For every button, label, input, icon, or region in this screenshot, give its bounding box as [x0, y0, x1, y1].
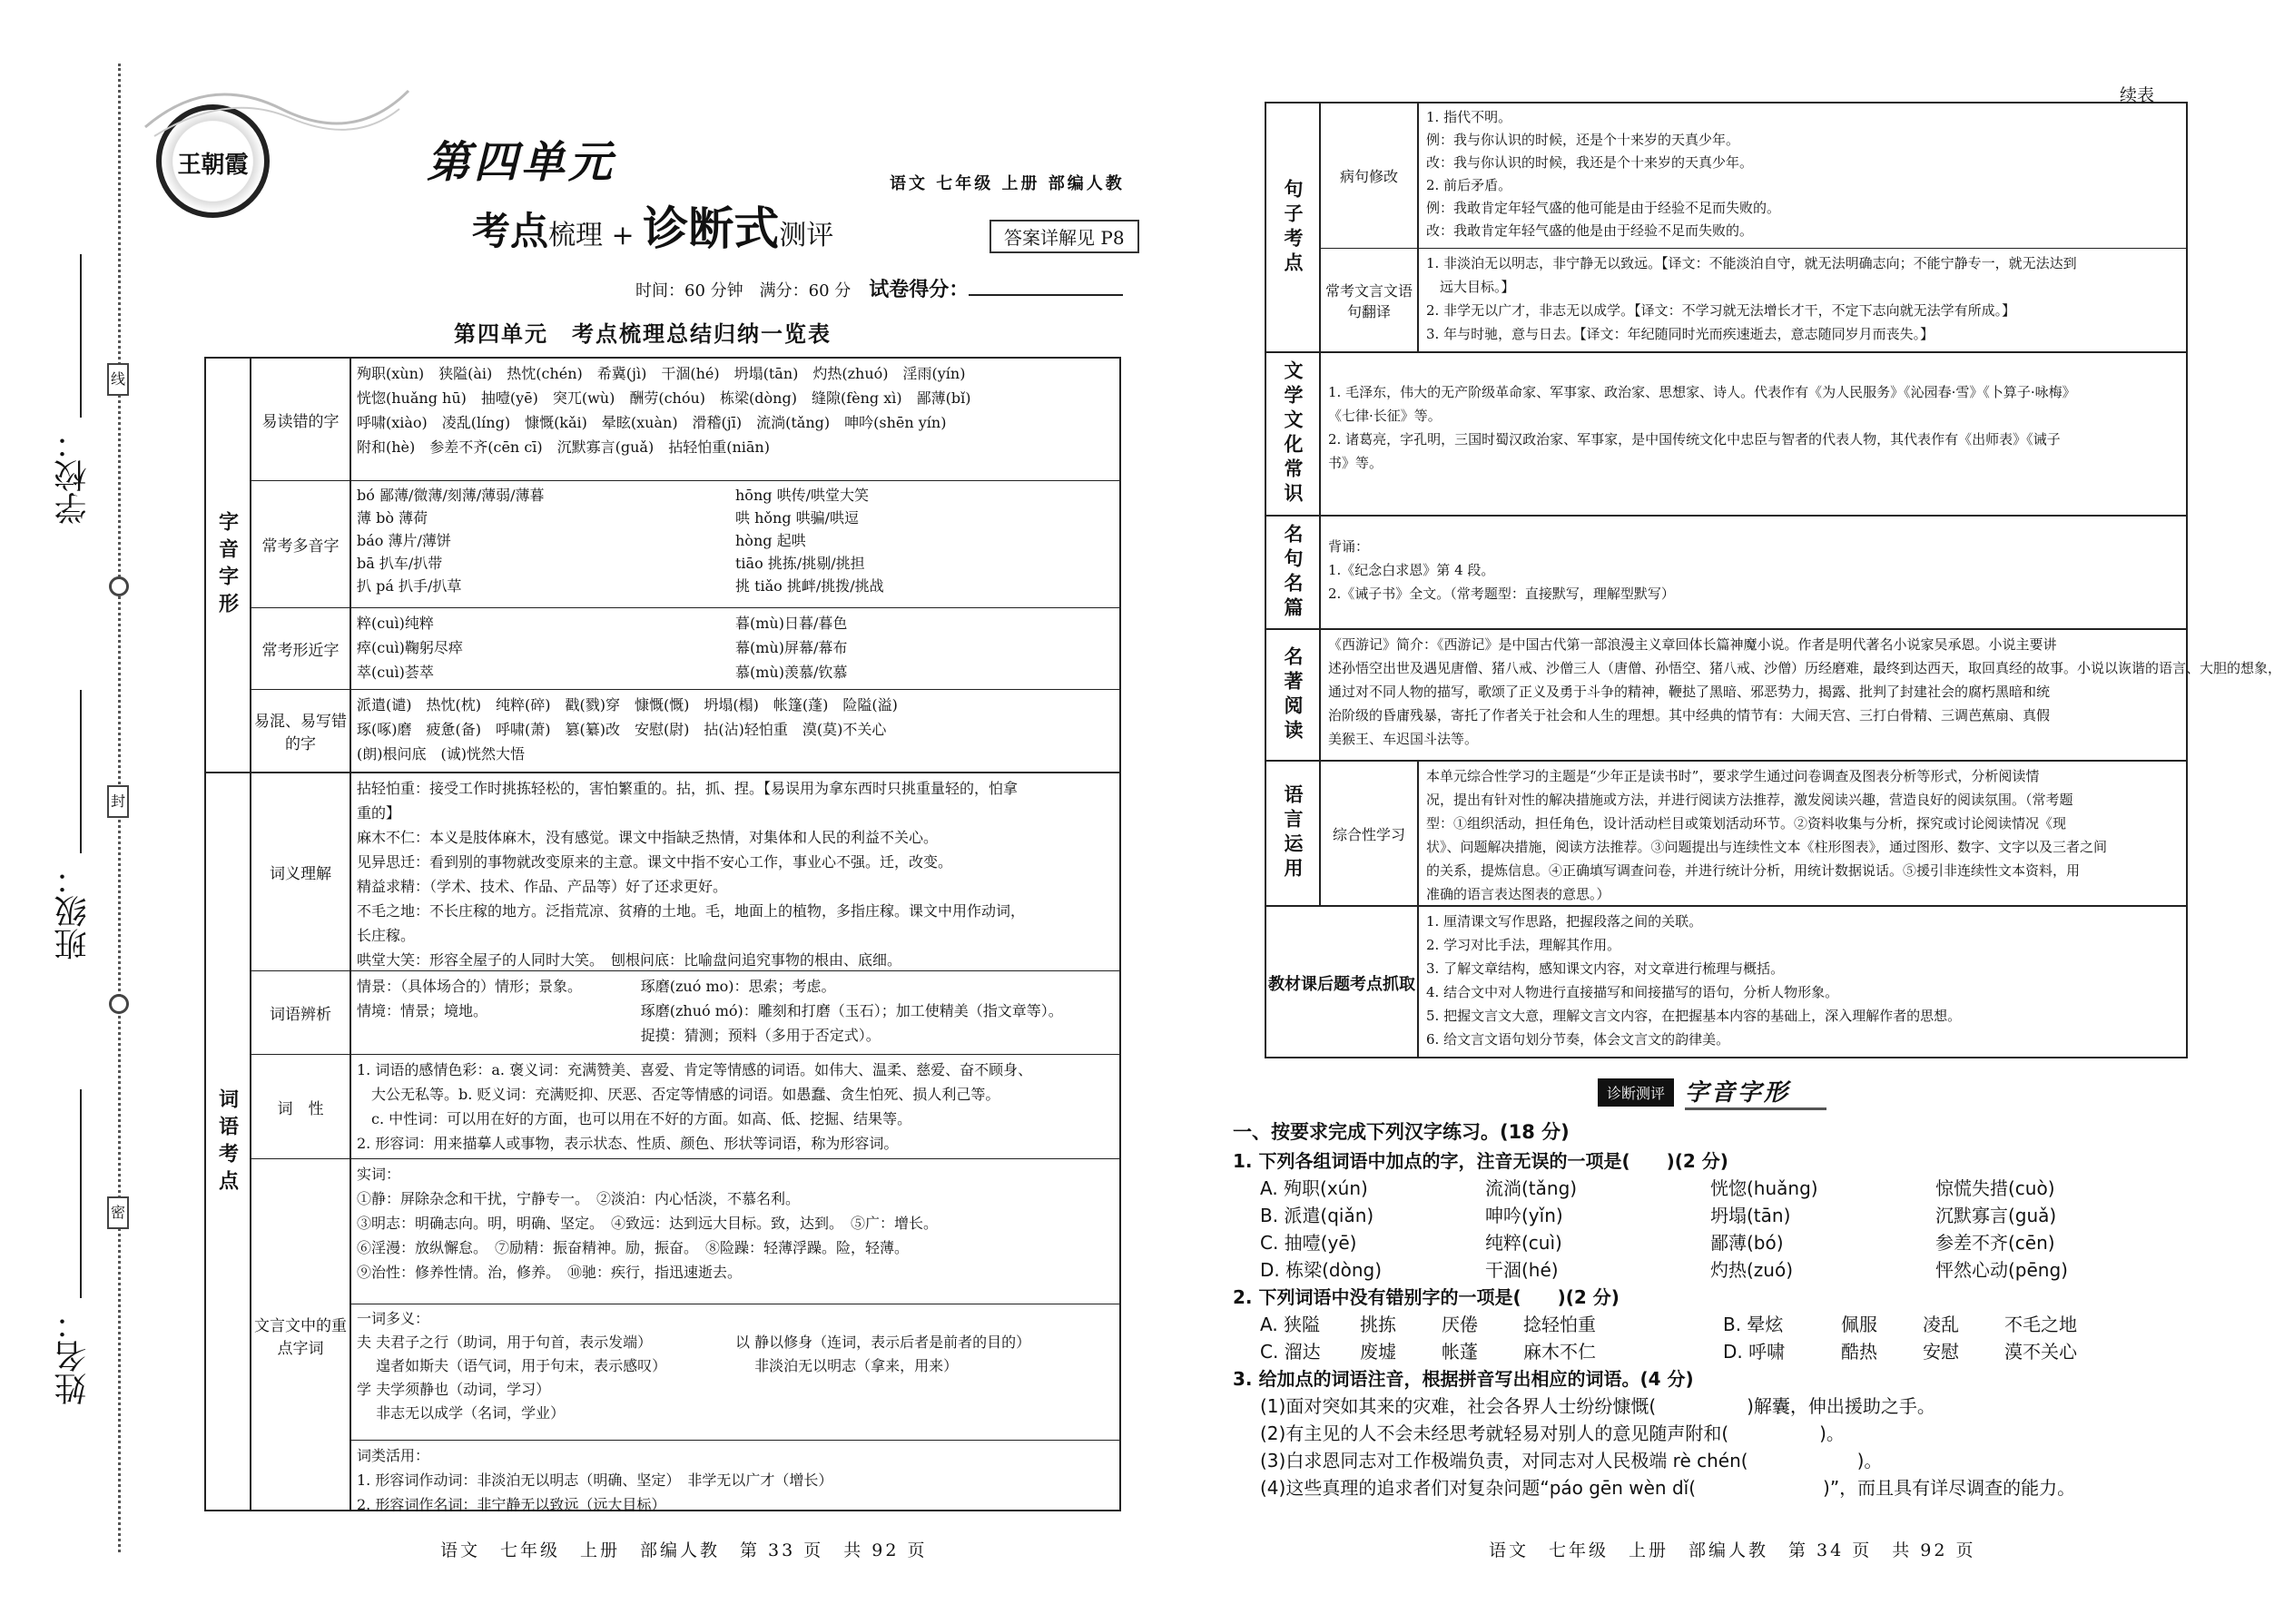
school-field[interactable]: [80, 254, 82, 418]
binding-hole-icon: [109, 576, 129, 596]
category-literature: 文学文化常识: [1266, 353, 1321, 517]
category-sentence: 句子考点: [1266, 103, 1321, 353]
unit-title: 第四单元: [427, 137, 616, 188]
confuse-cell: 派遣(谴) 热忱(枕) 纯粹(碎) 戳(戮)穿 慷慨(慨) 坍塌(榻) 帐篷(蓬) 险隘(溢) 琢(啄)磨 疲惫(备) 呼啸(萧) 篡(纂)改 安慰(尉) 拈(沾)轻怕重 漠(莫)不关心 (朗)根问底 (诚)恍然大悟: [351, 690, 1119, 773]
diagnosis-label: 诊断测评: [1598, 1078, 1674, 1107]
quotes-cell: 背诵： 1.《纪念白求恩》第 4 段。 2.《诫子书》全文。（常考题型：直接默写，理解型默写）: [1321, 517, 2186, 630]
category-quotes: 名句名篇: [1266, 517, 1321, 630]
category-language: 语言运用: [1266, 762, 1321, 907]
brand-logo: 王朝霞: [156, 104, 270, 218]
row-label: 常考多音字: [251, 481, 351, 608]
category-ci-yu-kao-dian: 词语考点: [206, 773, 251, 1511]
row-label: 常考形近字: [251, 608, 351, 690]
option-row[interactable]: B. 派遣(qiǎn) 呻吟(yǐn) 坍塌(tān) 沉默寡言(guǎ): [1260, 1205, 2057, 1226]
ribbon-decoration-icon: [136, 73, 409, 145]
diagnosis-banner: [1598, 1076, 1826, 1108]
binding-hole-icon: [109, 994, 129, 1014]
name-field[interactable]: [80, 1089, 82, 1298]
translate-cell: 1. 非淡泊无以明志，非宁静无以致远。【译文：不能淡泊自守，就无法明确志向；不能宁静专一，就无法达到 远大目标。】 2. 非学无以广才，非志无以成学。【译文：不学习就无法增长才干，不定下志向就无法学有所成。】 3. 年与时驰，意与日去。【译文：年纪随同时光而疾速逝去，意志随同岁月而丧失。】: [1419, 249, 2186, 353]
summary-table-continued: [1265, 102, 2282, 1058]
question-1: 1. 下列各组词语中加点的字，注音无误的一项是( )(2 分): [1233, 1150, 1728, 1172]
option-row[interactable]: A. 殉职(xún) 流淌(tǎng) 恍惚(huǎng) 惊慌失措(cuò): [1260, 1177, 2055, 1199]
school-label: 学校：: [54, 427, 92, 525]
literature-cell: 1. 毛泽东，伟大的无产阶级革命家、军事家、政治家、思想家、诗人。代表作有《为人民服务》《沁园春·雪》《卜算子·咏梅》 《七律·长征》等。 2. 诸葛亮，字孔明，三国时蜀汉政治家、军事家，是中国传统文化中忠臣与智者的代表人物，其代表作有《出师表》《诫子 书》等。: [1321, 353, 2186, 517]
row-label: 教材课后题考点抓取: [1266, 907, 1419, 1058]
row-label: 易混、易写错的字: [251, 690, 351, 773]
part-of-speech-cell: 1. 词语的感情色彩：a. 褒义词：充满赞美、喜爱、肯定等情感的词语。如伟大、温柔、慈爱、奋不顾身、 大公无私等。b. 贬义词：充满贬抑、厌恶、否定等情感的词语。如愚蠢、贪生怕死、损人利己等。 c. 中性词：可以用在好的方面，也可以用在不好的方面。如高、低、挖掘、结果等。 2. 形容词：用来描摹人或事物，表示状态、性质、颜色、形状等词语，称为形容词。: [351, 1055, 1119, 1159]
row-label: 词义理解: [251, 773, 351, 971]
distinguish-cell: 情景：（具体场合的）情形；景象。 情境：情景；境地。 琢磨(zuó mo)：思索；考虑。 琢磨(zhuó mó)：雕刻和打磨（玉石）；加工使精美（指文章等）。 捉摸：猜测；预料（多用于否定式）。: [351, 971, 1119, 1055]
textbook-cell: 1. 厘清课文写作思路，把握段落之间的关联。 2. 学习对比手法，理解其作用。 3. 了解文章结构，感知课文内容，对文章进行梳理与概括。 4. 结合文中对人物进行直接描写和间接描写的语句，分析人物形象。 5. 把握文言文大意，理解文言文内容，在把握基本内容的基础上，深入理解作者的思想。 6. 给文言文语句划分节奏，体会文言文的韵律美。: [1426, 913, 1962, 1048]
classical-duoyi-cell: 一词多义： 夫 夫君子之行（助词，用于句首，表示发端） 遑者如斯夫（语气词，用于句末，表示感叹） 学 夫学须静也（动词，学习） 非志无以成学（名词，学业） 以 静以修身（连词，表示后者是前者的目的） 非淡泊无以明志（拿来，用来）: [351, 1304, 1119, 1441]
name-label: 姓名：: [54, 1307, 92, 1405]
continued-label: 续表: [2120, 85, 2155, 105]
revise-cell: 1. 指代不明。 例：我与你认识的时候，还是个十来岁的天真少年。 改：我与你认识的时候，我还是个十来岁的天真少年。 2. 前后矛盾。 例：我敢肯定年轻气盛的他可能是由于经验不足而失败的。 改：我敢肯定年轻气盛的他是由于经验不足而失败的。: [1419, 103, 2186, 249]
page-footer: 语文 七年级 上册 部编人教 第 34 页 共 92 页: [1489, 1540, 1976, 1560]
row-label: 词 性: [251, 1055, 351, 1159]
option-row[interactable]: C. 抽噎(yē) 纯粹(cuì) 鄙薄(bó) 参差不齐(cēn): [1260, 1232, 2055, 1254]
classical-cilei-cell: 词类活用： 1. 形容词作动词：非淡泊无以明志（明确、坚定） 非学无以广才（增长） 2. 形容词作名词：非宁静无以致远（远大目标）: [357, 1447, 833, 1513]
row-label: 文言文中的重点字词: [251, 1159, 351, 1511]
study-cell: 本单元综合性学习的主题是“少年正是读书时”，要求学生通过问卷调查及图表分析等形式，分析阅读情 况，提出有针对性的解决措施或方法，并进行阅读方法推荐，激发阅读兴趣，营造良好的阅读氛围。（常考题 型：①组织活动，担任角色，设计活动栏目或策划活动环节。②资料收集与分析，探究或讨论阅读情况《现 状》、问题解决措施，阅读方法推荐。③问题提出与连续性文本《柱形图表》，通过图形、数字、文字以及三者之间 的关系，提炼信息。④正确填写调查问卷，并进行统计分析，用统计数据说话。⑤援引非连续性文本资料，用 准确的语言表达图表的意思。）: [1419, 762, 2186, 907]
page-footer: 语文 七年级 上册 部编人教 第 33 页 共 92 页: [440, 1540, 928, 1560]
fill-blank-item[interactable]: (4)这些真理的追求者们对复杂问题“páo gēn wèn dǐ( )”，而且具有详尽调查的能力。: [1260, 1477, 2076, 1499]
easy-read-cell: 殉职(xùn) 狭隘(ài) 热忱(chén) 希冀(jì) 干涸(hé) 坍塌(tān) 灼热(zhuó) 淫雨(yín) 恍惚(huǎng hū) 抽噎(yē) 突兀(wù) 酬劳(chóu) 栋梁(dòng) 缝隙(fèng xì) 鄙薄(bǐ) 呼啸(xiào) 凌乱(líng) 慷慨(kǎi) 晕眩(xuàn) 滑稽(jī) 流淌(tǎng) 呻吟(shēn yín) 附和(hè) 参差不齐(cēn cī) 沉默寡言(guǎ) 拈轻怕重(niān): [351, 359, 1119, 481]
option-row[interactable]: C. 溜达 废墟 帐蓬 麻木不仁 D. 呼啸 酷热 安慰 漠不关心: [1260, 1341, 2077, 1363]
brand-title: 考点梳理 + 诊断式测评: [472, 202, 834, 255]
polyphone-cell: bó 鄙薄/微薄/刻薄/薄弱/薄暮 薄 bò 薄荷 báo 薄片/薄饼 bā 扒车/扒带 扒 pá 扒手/扒草 hōng 哄传/哄堂大笑 哄 hǒng 哄骗/哄逗 hòng 起哄 tiāo 挑拣/挑剔/挑担 挑 tiǎo 挑衅/挑拨/挑战: [351, 481, 1119, 608]
score-field[interactable]: [969, 294, 1123, 296]
category-zi-yin-zi-xing: 字音字形: [206, 359, 251, 773]
binding-mark: 线: [107, 363, 129, 396]
option-row[interactable]: A. 狭隘 挑拣 厌倦 捻轻怕重 B. 晕炫 佩服 凌乱 不毛之地: [1260, 1314, 2077, 1335]
class-label: 班级：: [54, 862, 92, 960]
fill-blank-item[interactable]: (1)面对突如其来的灾难，社会各界人士纷纷慷慨( )解囊，伸出援助之手。: [1260, 1395, 1935, 1417]
option-row[interactable]: D. 栋梁(dòng) 干涸(hé) 灼热(zuó) 怦然心动(pēng): [1260, 1259, 2068, 1281]
subject-tags: 语文 七年级 上册 部编人教: [890, 174, 1125, 193]
row-label: 词语辨析: [251, 971, 351, 1055]
exercise-section: [1233, 1118, 2195, 1501]
category-reading: 名著阅读: [1266, 630, 1321, 762]
binding-mark: 封: [107, 785, 129, 818]
summary-table: [204, 357, 1121, 1511]
row-label: 综合性学习: [1321, 762, 1419, 907]
row-label: 常考文言文语句翻译: [1321, 249, 1419, 353]
meaning-cell: 拈轻怕重：接受工作时挑拣轻松的，害怕繁重的。拈，抓、捏。【易误用为拿东西时只挑重量轻的，怕拿 重的】 麻木不仁：本义是肢体麻木，没有感觉。课文中指缺乏热情，对集体和人民的利益不关心。 见异思迁：看到别的事物就改变原来的主意。课文中指不安心工作，事业心不强。迁，改变。 精益求精：（学术、技术、作品、产品等）好了还求更好。 不毛之地：不长庄稼的地方。泛指荒凉、贫瘠的土地。毛，地面上的植物，多指庄稼。课文中用作动词， 长庄稼。 哄堂大笑：形容全屋子的人同时大笑。 刨根问底：比喻盘问追究事物的根由、底细。: [351, 773, 1119, 971]
question-2: 2. 下列词语中没有错别字的一项是( )(2 分): [1233, 1286, 1620, 1308]
class-field[interactable]: [80, 690, 82, 853]
section-heading: 一、按要求完成下列汉字练习。(18 分): [1233, 1121, 1570, 1143]
similar-cell: 粹(cuì)纯粹 瘁(cuì)鞠躬尽瘁 萃(cuì)荟萃 暮(mù)日暮/暮色 幕(mù)屏幕/幕布 慕(mù)羡慕/钦慕: [351, 608, 1119, 690]
answer-reference: 答案详解见 P8: [989, 220, 1139, 253]
reading-cell: 《西游记》简介：《西游记》是中国古代第一部浪漫主义章回体长篇神魔小说。作者是明代著名小说家吴承恩。小说主要讲 述孙悟空出世及遇见唐僧、猪八戒、沙僧三人（唐僧、孙悟空、猪八戒、沙僧）历经磨难，最终到达西天，取回真经的故事。小说以诙谐的语言、大胆的想象， 通过对不同人物的描写，歌颂了正义及勇于斗争的精神，鞭挞了黑暗、邪恶势力，揭露、批判了封建社会的腐朽黑暗和统 治阶级的昏庸残暴，寄托了作者关于社会和人生的理想。其中经典的情节有：大闹天宫、三打白骨精、三调芭蕉扇、真假 美猴王、车迟国斗法等。: [1321, 630, 2186, 762]
fill-blank-item[interactable]: (2)有主见的人不会未经思考就轻易对别人的意见随声附和( )。: [1260, 1422, 1845, 1444]
question-3: 3. 给加点的词语注音，根据拼音写出相应的词语。(4 分): [1233, 1368, 1694, 1390]
table-heading: 第四单元 考点梳理总结归纳一览表: [454, 321, 832, 347]
classical-shici-cell: 实词： ①静：屏除杂念和干扰，宁静专一。 ②淡泊：内心恬淡，不慕名利。 ③明志：明确志向。明，明确、坚定。 ④致远：达到远大目标。致，达到。 ⑤广：增长。 ⑥淫漫：放纵懈怠。 ⑦励精：振奋精神。励，振奋。 ⑧险躁：轻薄浮躁。险，轻薄。 ⑨治性：修养性情。治，修养。 ⑩驰：疾行，指迅速逝去。: [351, 1159, 1119, 1304]
diagnosis-title: 字音字形: [1685, 1074, 1826, 1110]
fill-blank-item[interactable]: (3)白求恩同志对工作极端负责，对同志对人民极端 rè chén( )。: [1260, 1450, 1883, 1471]
exam-info: 时间：60 分钟 满分：60 分 试卷得分：: [635, 274, 1123, 302]
row-label: 易读错的字: [251, 359, 351, 481]
binding-strip: [0, 0, 136, 1624]
binding-mark: 密: [107, 1196, 129, 1229]
row-label: 病句修改: [1321, 103, 1419, 249]
